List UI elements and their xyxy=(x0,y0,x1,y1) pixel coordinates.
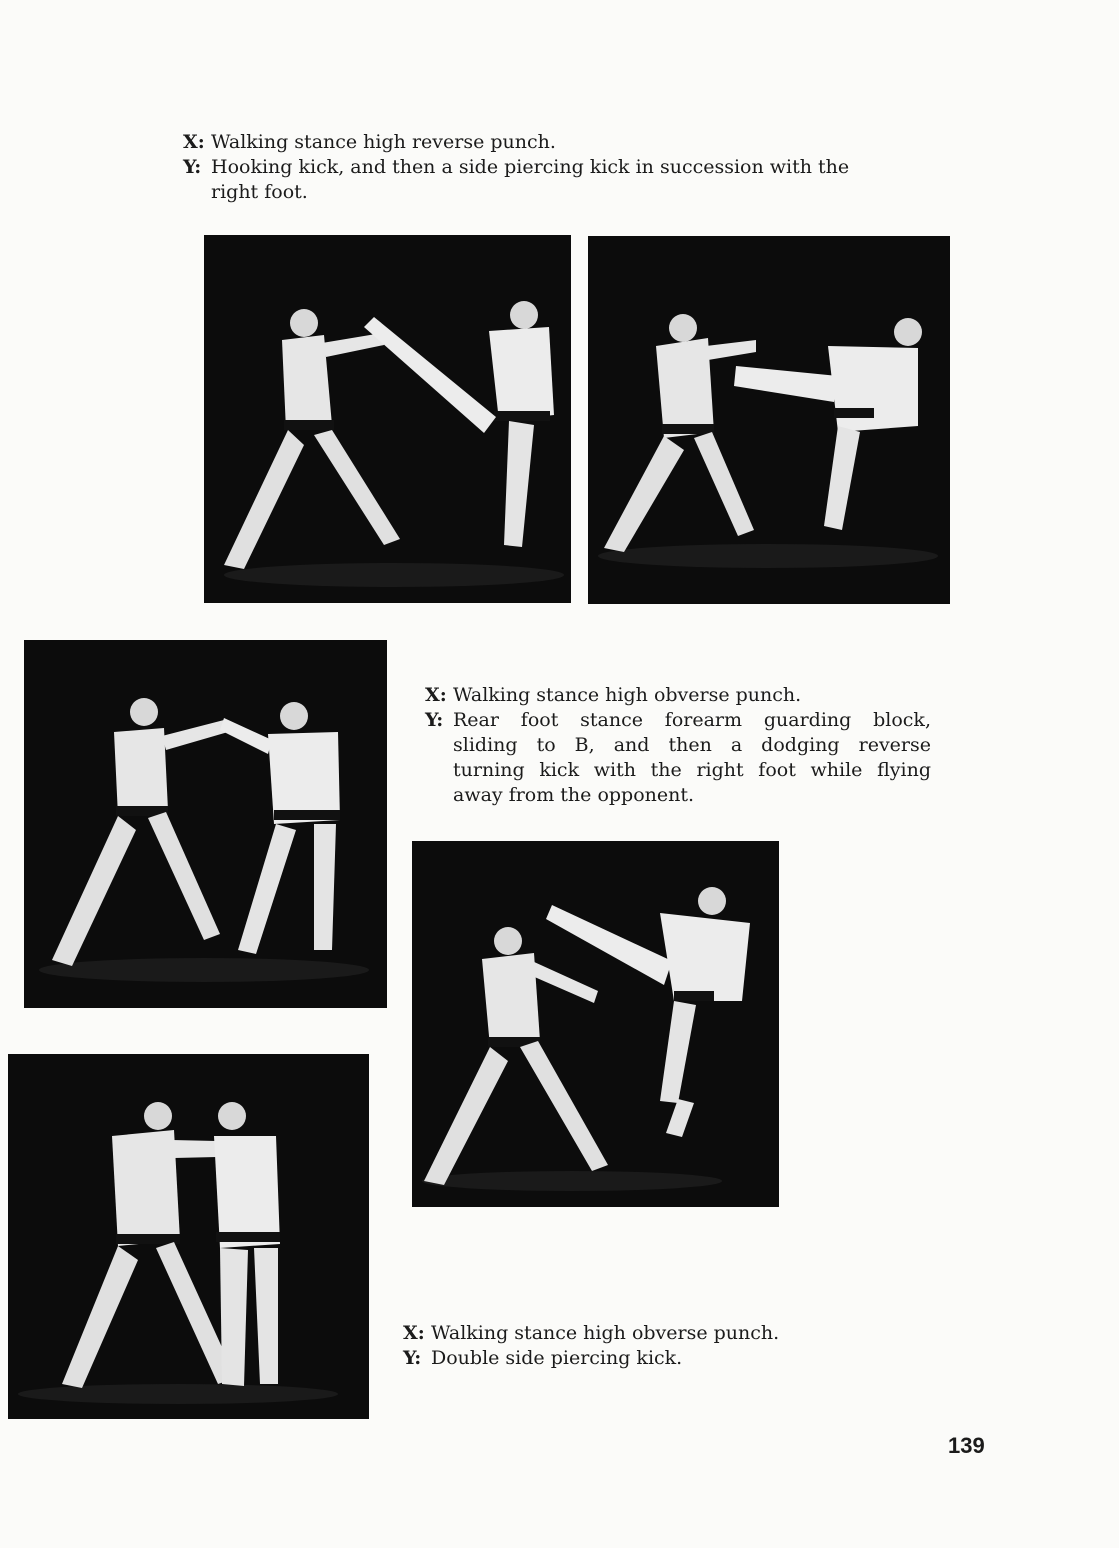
caption-1-y-line-2: right foot. xyxy=(211,181,308,203)
caption-3-y-label: Y: xyxy=(403,1347,422,1369)
photo-double-side-piercing-kick xyxy=(8,1054,369,1419)
caption-2-y-label: Y: xyxy=(425,709,444,731)
caption-2 xyxy=(425,683,931,808)
caption-2-y-line-4: away from the opponent. xyxy=(453,784,695,806)
caption-3-x-label: X: xyxy=(403,1322,425,1344)
caption-3 xyxy=(403,1321,883,1371)
photo-hooking-kick xyxy=(204,235,571,603)
photo-flying-reverse-turning-kick xyxy=(412,841,779,1207)
caption-3-x-text: Walking stance high obverse punch. xyxy=(431,1322,780,1344)
caption-1-x-label: X: xyxy=(183,131,205,153)
caption-2-y-line-2: sliding to B, and then a dodging reverse xyxy=(453,734,931,756)
caption-2-y-line-3: turning kick with the right foot while flying xyxy=(453,759,931,781)
photo-side-piercing-kick xyxy=(588,236,950,604)
page-number: 139 xyxy=(948,1433,985,1458)
caption-2-x-text: Walking stance high obverse punch. xyxy=(453,684,802,706)
caption-1-y-line-1: Hooking kick, and then a side piercing kick in succession with the xyxy=(211,156,850,178)
caption-2-x-label: X: xyxy=(425,684,447,706)
caption-1-x-text: Walking stance high reverse punch. xyxy=(211,131,556,153)
caption-1-y-label: Y: xyxy=(183,156,202,178)
caption-3-y-line-1: Double side piercing kick. xyxy=(431,1347,683,1369)
caption-2-y-line-1: Rear foot stance forearm guarding block, xyxy=(453,709,931,731)
photo-guarding-block xyxy=(24,640,387,1008)
caption-1 xyxy=(183,130,943,205)
